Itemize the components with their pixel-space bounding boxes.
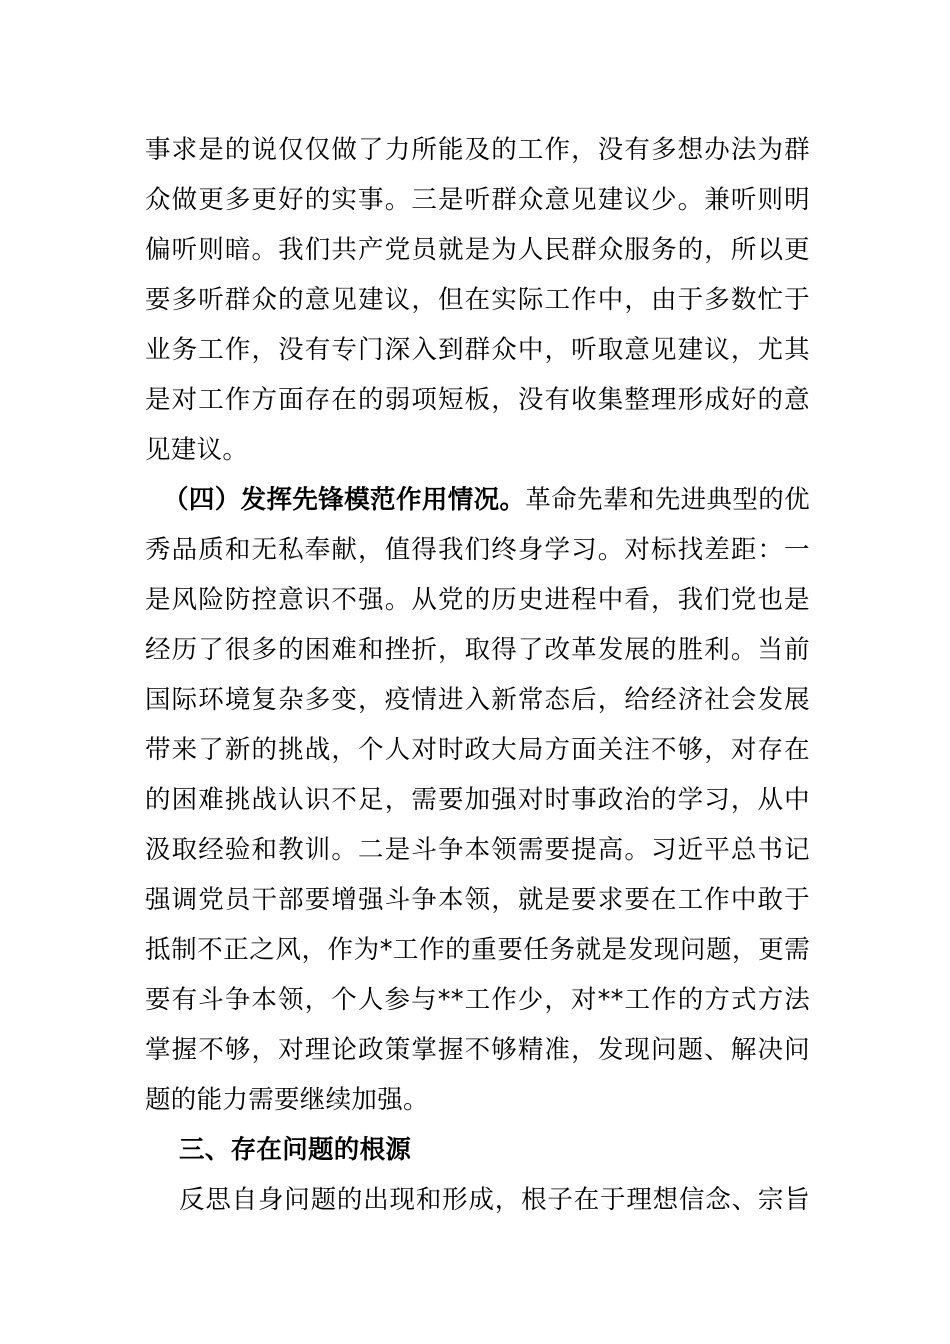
paragraph-line: 的困难挑战认识不足，需要加强对时事政治的学习，从中 bbox=[145, 785, 810, 815]
paragraph-text: 革命先辈和先进典型的优 bbox=[525, 485, 810, 515]
paragraph-line: 偏听则暗。我们共产党员就是为人民群众服务的，所以更 bbox=[145, 235, 810, 265]
paragraph-line: 强调党员干部要增强斗争本领，就是要求要在工作中敢于 bbox=[145, 885, 810, 915]
paragraph-line: 经历了很多的困难和挫折，取得了改革发展的胜利。当前 bbox=[145, 635, 810, 665]
paragraph-line: 业务工作，没有专门深入到群众中，听取意见建议，尤其 bbox=[145, 335, 810, 365]
paragraph-first-line bbox=[163, 475, 810, 525]
paragraph-line: 带来了新的挑战，个人对时政大局方面关注不够，对存在 bbox=[145, 735, 810, 765]
paragraph-line: 题的能力需要继续加强。 bbox=[145, 1085, 429, 1115]
paragraph-first-line: 反思自身问题的出现和形成，根子在于理想信念、宗旨 bbox=[179, 1185, 810, 1215]
paragraph-line: 众做更多更好的实事。三是听群众意见建议少。兼听则明 bbox=[145, 185, 810, 215]
section-heading: 三、存在问题的根源 bbox=[179, 1135, 412, 1165]
paragraph-line: 见建议。 bbox=[145, 435, 249, 465]
paragraph-line: 要有斗争本领，个人参与**工作少，对**工作的方式方法 bbox=[145, 985, 810, 1015]
paragraph-line: 是对工作方面存在的弱项短板，没有收集整理形成好的意 bbox=[145, 385, 810, 415]
paragraph-line: 汲取经验和教训。二是斗争本领需要提高。习近平总书记 bbox=[145, 835, 810, 865]
paragraph-line: 掌握不够，对理论政策掌握不够精准，发现问题、解决问 bbox=[145, 1035, 810, 1065]
paragraph-line: 国际环境复杂多变，疫情进入新常态后，给经济社会发展 bbox=[145, 685, 810, 715]
paragraph-line: 是风险防控意识不强。从党的历史进程中看，我们党也是 bbox=[145, 585, 810, 615]
paragraph-line: 秀品质和无私奉献，值得我们终身学习。对标找差距：一 bbox=[145, 535, 810, 565]
paragraph-line: 事求是的说仅仅做了力所能及的工作，没有多想办法为群 bbox=[145, 135, 810, 165]
paragraph-line: 要多听群众的意见建议，但在实际工作中，由于多数忙于 bbox=[145, 285, 810, 315]
subsection-heading: （四）发挥先锋模范作用情况。 bbox=[163, 485, 526, 515]
paragraph-line: 抵制不正之风，作为*工作的重要任务就是发现问题，更需 bbox=[145, 935, 810, 965]
